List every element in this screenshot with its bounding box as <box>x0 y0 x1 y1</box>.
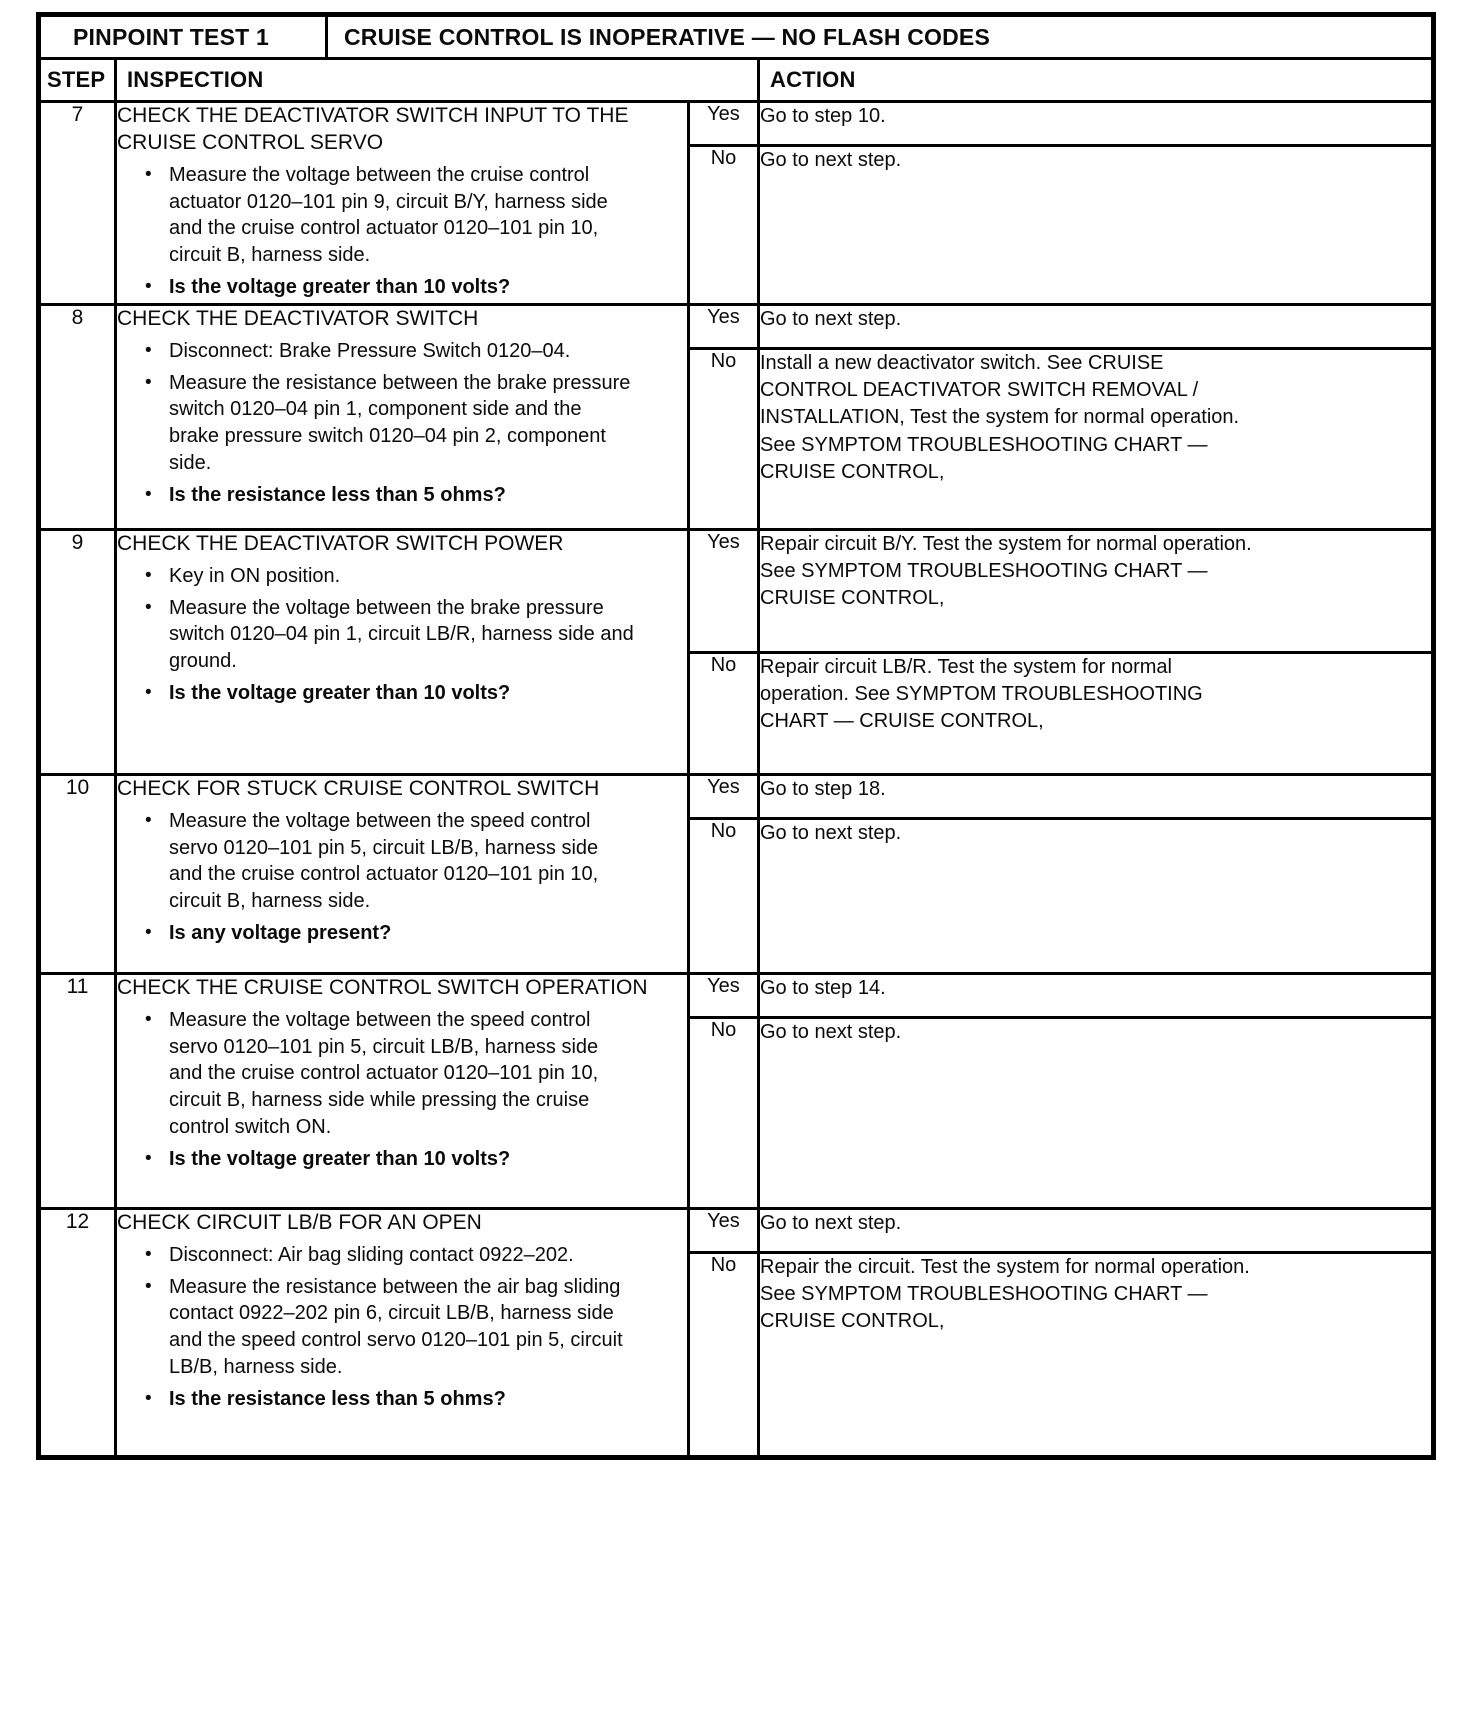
pinpoint-test-table <box>36 12 1436 1460</box>
inspection-title: CHECK THE DEACTIVATOR SWITCH <box>117 307 479 330</box>
bullet-icon: • <box>145 1147 152 1169</box>
bullet-item <box>117 1242 687 1269</box>
bullet-item <box>117 1274 687 1381</box>
action-cell <box>759 974 1434 1018</box>
table-header-row-title <box>39 15 1434 59</box>
bullet-text: Disconnect: Brake Pressure Switch 0120–04. <box>169 339 571 362</box>
inspection-cell <box>116 775 689 974</box>
action-cell <box>759 1209 1434 1253</box>
action-cell <box>759 652 1434 775</box>
action-text: Go to step 10. <box>760 105 886 127</box>
bullet-icon: • <box>145 564 152 586</box>
inspection-cell <box>116 305 689 530</box>
action-text: Install a new deactivator switch. See CRUISE CONTROL DEACTIVATOR SWITCH REMOVAL / INSTALLATION, Test the system for normal operation. See SYMPTOM TROUBLESHOOTING CHART — CRUISE CONTROL, <box>760 352 1240 483</box>
bullet-item <box>117 162 687 269</box>
column-header-action: ACTION <box>759 59 1434 102</box>
action-cell <box>759 305 1434 349</box>
action-text: Repair the circuit. Test the system for normal operation. See SYMPTOM TROUBLESHOOTING CHART — CRUISE CONTROL, <box>760 1256 1250 1333</box>
pinpoint-test-document <box>36 12 1436 1460</box>
result-cell: No <box>689 1018 759 1209</box>
inspection-title: CHECK THE CRUISE CONTROL SWITCH OPERATION <box>117 976 648 999</box>
bullet-text: Measure the resistance between the air bag sliding contact 0922–202 pin 6, circuit LB/B, harness side and the speed control servo 0120–101 pin 5, circuit LB/B, harness side. <box>169 1275 623 1379</box>
question-item <box>117 920 687 947</box>
question-item <box>117 482 687 509</box>
inspection-title: CHECK FOR STUCK CRUISE CONTROL SWITCH <box>117 777 600 800</box>
bullet-icon: • <box>145 371 152 393</box>
result-cell: Yes <box>689 775 759 819</box>
action-text: Go to step 18. <box>760 778 886 800</box>
table-row <box>39 530 1434 653</box>
result-cell: Yes <box>689 530 759 653</box>
result-cell: Yes <box>689 974 759 1018</box>
table-row <box>39 974 1434 1018</box>
column-header-inspection: INSPECTION <box>116 59 759 102</box>
question-item <box>117 1386 687 1413</box>
result-cell: No <box>689 1253 759 1458</box>
action-text: Go to next step. <box>760 822 902 844</box>
question-item <box>117 680 687 707</box>
bullet-icon: • <box>145 809 152 831</box>
header-title-cell <box>39 15 1434 59</box>
table-row <box>39 775 1434 819</box>
action-text: Repair circuit B/Y. Test the system for normal operation. See SYMPTOM TROUBLESHOOTING CHART — CRUISE CONTROL, <box>760 533 1252 610</box>
step-number: 11 <box>39 974 116 1209</box>
action-text: Go to next step. <box>760 308 902 330</box>
action-text: Go to step 14. <box>760 977 886 999</box>
result-cell: No <box>689 349 759 530</box>
test-title: CRUISE CONTROL IS INOPERATIVE — NO FLASH CODES <box>344 23 991 50</box>
inspection-title: CHECK THE DEACTIVATOR SWITCH INPUT TO THE CRUISE CONTROL SERVO <box>117 104 629 154</box>
inspection-cell <box>116 530 689 775</box>
question-text: Is the voltage greater than 10 volts? <box>169 682 511 705</box>
bullet-icon: • <box>145 682 152 704</box>
step-number: 12 <box>39 1209 116 1458</box>
column-header-step: STEP <box>39 59 116 102</box>
action-text: Go to next step. <box>760 1021 902 1043</box>
bullet-icon: • <box>145 163 152 185</box>
bullet-text: Disconnect: Air bag sliding contact 0922–202. <box>169 1243 574 1266</box>
bullet-item <box>117 370 687 477</box>
result-cell: No <box>689 652 759 775</box>
bullet-text: Measure the resistance between the brake pressure switch 0120–04 pin 1, component side and the brake pressure switch 0120–04 pin 2, component side. <box>169 371 631 475</box>
test-number-label: PINPOINT TEST 1 <box>41 17 328 57</box>
question-item <box>117 274 687 301</box>
bullet-text: Measure the voltage between the speed control servo 0120–101 pin 5, circuit LB/B, harness side and the cruise control actuator 0120–101 pin 10, circuit B, harness side. <box>169 809 599 913</box>
table-row <box>39 305 1434 349</box>
action-cell <box>759 775 1434 819</box>
inspection-title: CHECK THE DEACTIVATOR SWITCH POWER <box>117 532 564 555</box>
action-text: Repair circuit LB/R. Test the system for normal operation. See SYMPTOM TROUBLESHOOTING CHART — CRUISE CONTROL, <box>760 655 1203 732</box>
table-header-row-columns <box>39 59 1434 102</box>
bullet-icon: • <box>145 1008 152 1030</box>
inspection-cell <box>116 974 689 1209</box>
inspection-cell <box>116 102 689 305</box>
bullet-icon: • <box>145 1387 152 1409</box>
bullet-icon: • <box>145 339 152 361</box>
action-cell <box>759 349 1434 530</box>
action-cell <box>759 530 1434 653</box>
bullet-icon: • <box>145 275 152 297</box>
bullet-icon: • <box>145 596 152 618</box>
bullet-text: Measure the voltage between the cruise control actuator 0120–101 pin 9, circuit B/Y, harness side and the cruise control actuator 0120–101 pin 10, circuit B, harness side. <box>169 163 608 267</box>
bullet-text: Key in ON position. <box>169 564 341 587</box>
step-number: 7 <box>39 102 116 305</box>
inspection-title: CHECK CIRCUIT LB/B FOR AN OPEN <box>117 1211 482 1234</box>
bullet-item <box>117 563 687 590</box>
bullet-icon: • <box>145 483 152 505</box>
result-cell: Yes <box>689 305 759 349</box>
action-text: Go to next step. <box>760 1212 902 1234</box>
bullet-item <box>117 1007 687 1141</box>
action-cell <box>759 819 1434 974</box>
result-cell: No <box>689 819 759 974</box>
result-cell: No <box>689 146 759 305</box>
bullet-item <box>117 595 687 675</box>
question-text: Is the resistance less than 5 ohms? <box>169 1387 506 1410</box>
step-number: 8 <box>39 305 116 530</box>
action-text: Go to next step. <box>760 149 902 171</box>
bullet-item <box>117 808 687 915</box>
bullet-icon: • <box>145 922 152 944</box>
bullet-text: Measure the voltage between the speed control servo 0120–101 pin 5, circuit LB/B, harness side and the cruise control actuator 0120–101 pin 10, circuit B, harness side while pressing the cruise control switch ON. <box>169 1008 599 1139</box>
bullet-item <box>117 338 687 365</box>
bullet-icon: • <box>145 1275 152 1297</box>
bullet-text: Measure the voltage between the brake pressure switch 0120–04 pin 1, circuit LB/R, harness side and ground. <box>169 596 634 673</box>
action-cell <box>759 146 1434 305</box>
action-cell <box>759 102 1434 146</box>
action-cell <box>759 1253 1434 1458</box>
question-text: Is the resistance less than 5 ohms? <box>169 483 506 506</box>
bullet-icon: • <box>145 1243 152 1265</box>
table-row <box>39 102 1434 146</box>
result-cell: Yes <box>689 1209 759 1253</box>
action-cell <box>759 1018 1434 1209</box>
result-cell: Yes <box>689 102 759 146</box>
question-text: Is any voltage present? <box>169 922 392 945</box>
table-row <box>39 1209 1434 1253</box>
inspection-cell <box>116 1209 689 1458</box>
question-text: Is the voltage greater than 10 volts? <box>169 1147 511 1170</box>
question-item <box>117 1146 687 1173</box>
step-number: 10 <box>39 775 116 974</box>
question-text: Is the voltage greater than 10 volts? <box>169 275 511 298</box>
step-number: 9 <box>39 530 116 775</box>
